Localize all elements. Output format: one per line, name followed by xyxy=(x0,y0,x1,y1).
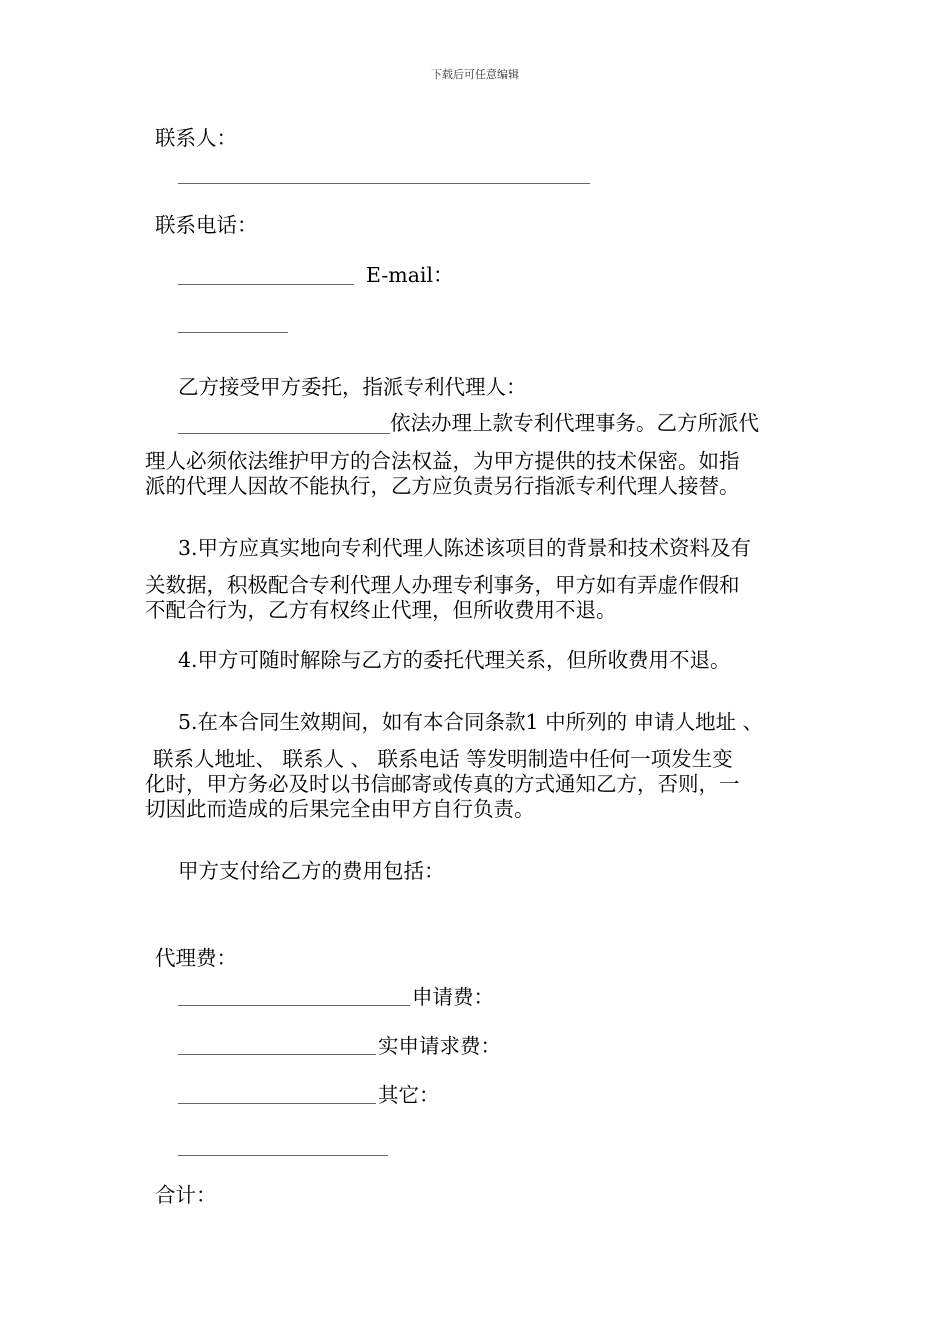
email-blank[interactable] xyxy=(178,332,288,333)
exam-fee-label: 实申请求费： xyxy=(378,1034,501,1058)
total-label: 合计： xyxy=(155,1183,217,1207)
item3-line-3: 不配合行为，乙方有权终止代理，但所收费用不退。 xyxy=(145,598,617,622)
assign-line-3: 派的代理人因故不能执行，乙方应负责另行指派专利代理人接替。 xyxy=(145,474,740,498)
contact-person-label: 联系人： xyxy=(155,126,237,150)
other-fee-blank[interactable] xyxy=(178,1155,388,1156)
item3-line-2: 关数据，积极配合专利代理人办理专利事务，甲方如有弄虚作假和 xyxy=(145,573,740,597)
item5-line-2: 联系人地址、 联系人 、 联系电话 等发明制造中任何一项发生变 xyxy=(153,747,733,771)
contact-person-blank[interactable] xyxy=(178,183,590,184)
application-fee-label: 申请费： xyxy=(412,985,494,1009)
assign-intro: 乙方接受甲方委托，指派专利代理人： xyxy=(178,375,527,399)
item5-line-4: 切因此而造成的后果完全由甲方自行负责。 xyxy=(145,797,535,821)
item4-line-1: 4.甲方可随时解除与乙方的委托代理关系，但所收费用不退。 xyxy=(178,648,731,672)
contact-phone-label: 联系电话： xyxy=(155,213,258,237)
contact-phone-blank[interactable] xyxy=(178,284,354,285)
item5-line-1: 5.在本合同生效期间，如有本合同条款1 中所列的 申请人地址 、 xyxy=(178,710,764,734)
agent-name-blank[interactable] xyxy=(178,433,390,434)
agency-fee-label: 代理费： xyxy=(155,946,237,970)
exam-fee-blank[interactable] xyxy=(178,1103,376,1104)
fees-intro: 甲方支付给乙方的费用包括： xyxy=(178,859,445,883)
assign-line-2: 理人必须依法维护甲方的合法权益，为甲方提供的技术保密。如指 xyxy=(145,449,740,473)
item5-line-3: 化时，甲方务必及时以书信邮寄或传真的方式通知乙方，否则，一 xyxy=(145,772,740,796)
email-label: E-mail： xyxy=(366,263,454,287)
item3-line-1: 3.甲方应真实地向专利代理人陈述该项目的背景和技术资料及有 xyxy=(178,536,752,560)
application-fee-blank[interactable] xyxy=(178,1054,376,1055)
page-header: 下载后可任意编辑 xyxy=(431,68,519,81)
assign-line-1: 依法办理上款专利代理事务。乙方所派代 xyxy=(390,411,759,435)
other-label: 其它： xyxy=(378,1083,440,1107)
agency-fee-blank[interactable] xyxy=(178,1005,410,1006)
